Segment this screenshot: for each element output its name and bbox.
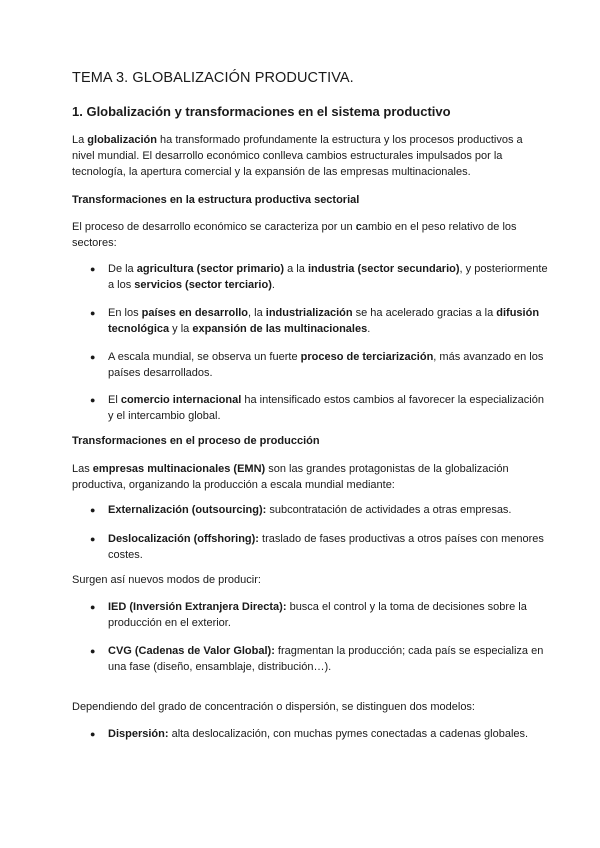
bullet-icon: ●: [90, 534, 96, 544]
modos-producir-paragraph: Surgen así nuevos modos de producir:: [72, 574, 261, 586]
text-run: El proceso de desarrollo económico se caracteriza por un: [72, 221, 356, 233]
text-run: se ha acelerado gracias a la: [352, 307, 497, 319]
list-item: [90, 726, 548, 742]
list-item: [90, 531, 548, 563]
text-run: y la: [169, 323, 193, 335]
list-item: [90, 502, 548, 518]
bold-term: empresas multinacionales (EMN): [92, 463, 266, 475]
intro-paragraph: [72, 132, 542, 180]
subheading-proceso-produccion: Transformaciones en el proceso de producción: [72, 435, 320, 447]
bullet-icon: ●: [90, 646, 96, 656]
bold-term: CVG (Cadenas de Valor Global):: [108, 645, 275, 657]
bullet-icon: ●: [90, 602, 96, 612]
bold-term: servicios (sector terciario): [134, 279, 272, 291]
bold-term: países en desarrollo: [141, 307, 249, 319]
text-run: ambio en el peso relativo de los sectores:: [72, 221, 517, 249]
bullet-icon: ●: [90, 308, 96, 318]
produccion-paragraph: [72, 461, 542, 493]
bullet-icon: ●: [90, 264, 96, 274]
text-run: traslado de fases productivas a otros países con menores costes.: [108, 533, 544, 561]
bold-term: industrialización: [265, 307, 353, 319]
text-run: , más avanzado en los países desarrollados.: [108, 351, 544, 379]
section-heading-globalizacion: 1. Globalización y transformaciones en el sistema productivo: [72, 104, 451, 119]
list-item: [90, 261, 548, 293]
bold-term: IED (Inversión Extranjera Directa):: [108, 601, 287, 613]
text-run: , la: [248, 307, 266, 319]
bullet-icon: ●: [90, 395, 96, 405]
bullet-icon: ●: [90, 352, 96, 362]
bullet-icon: ●: [90, 729, 96, 739]
text-run: fragmentan la producción; cada país se especializa en una fase (diseño, ensamblaje, distribución…).: [108, 645, 544, 673]
text-run: busca el control y la toma de decisiones sobre la producción en el exterior.: [108, 601, 527, 629]
text-run: alta deslocalización, con muchas pymes conectadas a cadenas globales.: [168, 728, 529, 740]
text-run: La: [72, 134, 88, 146]
list-item: [90, 643, 548, 675]
list-item: [90, 349, 548, 381]
text-run: subcontratación de actividades a otras empresas.: [266, 504, 512, 516]
subheading-estructura-sectorial: Transformaciones en la estructura productiva sectorial: [72, 194, 360, 206]
bold-term: difusión tecnológica: [108, 307, 540, 335]
bold-term: industria (sector secundario): [307, 263, 460, 275]
bold-term: c: [355, 221, 362, 233]
bold-term: Dispersión:: [108, 728, 169, 740]
text-run: Las: [72, 463, 93, 475]
bold-term: globalización: [87, 134, 157, 146]
modelos-paragraph: Dependiendo del grado de concentración o dispersión, se distinguen dos modelos:: [72, 701, 475, 713]
text-run: A escala mundial, se observa un fuerte: [108, 351, 301, 363]
text-run: En los: [108, 307, 142, 319]
bold-term: Deslocalización (offshoring):: [108, 533, 259, 545]
bold-term: comercio internacional: [120, 394, 242, 406]
text-run: a la: [284, 263, 308, 275]
bullet-icon: ●: [90, 505, 96, 515]
bold-term: agricultura (sector primario): [136, 263, 285, 275]
text-run: El: [108, 394, 121, 406]
text-run: son las grandes protagonistas de la globalización productiva, organizando la producción a escala mundial mediante:: [72, 463, 509, 491]
list-item: [90, 599, 548, 631]
document-title: TEMA 3. GLOBALIZACIÓN PRODUCTIVA.: [72, 70, 354, 86]
text-run: , y posteriormente a los: [108, 263, 548, 291]
sectorial-paragraph: [72, 219, 542, 251]
bold-term: Externalización (outsourcing):: [108, 504, 267, 516]
text-run: ha transformado profundamente la estructura y los procesos productivos a nivel mundial. El desarrollo económico conlleva cambios estructurales impulsados por la tecnología, la apertura comercial y la expansión de las empresas multinacionales.: [72, 134, 523, 178]
list-item: [90, 392, 548, 424]
text-run: De la: [108, 263, 137, 275]
text-run: .: [271, 279, 275, 291]
list-item: [90, 305, 548, 337]
bold-term: proceso de terciarización: [300, 351, 434, 363]
text-run: ha intensificado estos cambios al favorecer la especialización y el intercambio global.: [108, 394, 544, 422]
text-run: .: [367, 323, 371, 335]
bold-term: expansión de las multinacionales: [192, 323, 368, 335]
